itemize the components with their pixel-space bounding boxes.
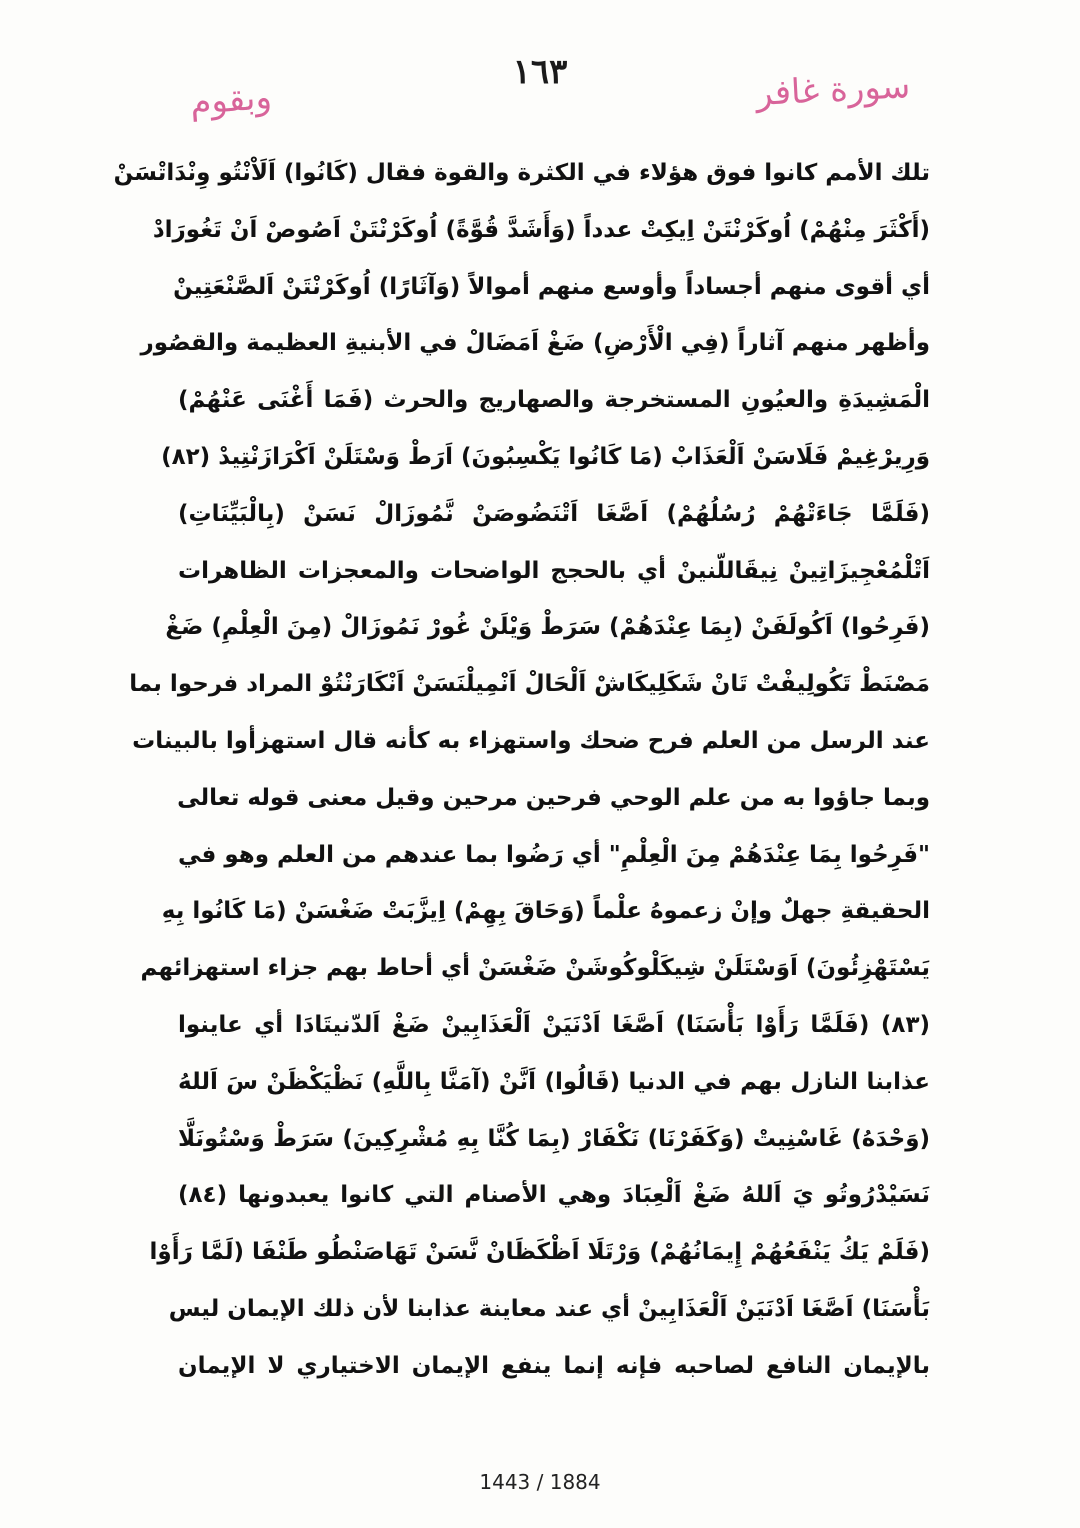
text-line: (فَلَمْ يَكُ يَنْفَعُهُمْ إِيمَانُهُمْ) وَرْتَلَا اَظْكَظَانْ نَّسَنْ تَهَاصَنْطُو طَنْفَا (لَمَّا رَأَوْا bbox=[149, 1239, 930, 1266]
page-number: ١٦٣ bbox=[512, 52, 568, 92]
text-line: (أَكْثَرَ مِنْهُمْ) اُوكَرْنْتَنْ اِيكِتْ عدداً (وَأَشَدَّ قُوَّةً) اُوكَرْنْتَنْ اَصُوصْ اَنْ تَغُورَادْ bbox=[152, 216, 930, 243]
text-line: وبما جاؤوا به من علم الوحي فرحين مرحين وقيل معنى قوله تعالى bbox=[177, 784, 930, 811]
page-indicator: 1443 / 1884 bbox=[479, 1470, 601, 1494]
handwritten-note-surah: سورة غافر bbox=[754, 65, 911, 115]
text-line: أي أقوى منهم أجساداً وأوسع منهم أموالاً (وَآثَارًا) اُوكَرْنْتَنْ اَلصَّنْعَتِينْ bbox=[173, 273, 930, 300]
text-line: الْمَشِيدَةِ والعيُونِ المستخرجة والصهاريج والحرث (فَمَا أَغْنَى عَنْهُمْ) bbox=[178, 387, 930, 414]
text-line: الحقيقةِ جهلٌ وإنْ زعموهُ علْماً (وَحَاقَ بِهِمْ) اِيزَّبَتْ ضَغْسَنْ (مَا كَانُوا بِهِ bbox=[161, 898, 930, 925]
text-line: تلك الأمم كانوا فوق هؤلاء في الكثرة والقوة فقال (كَانُوا) اَلَاْنْتُو وِنْدَاتْسَنْ bbox=[113, 160, 930, 186]
body-text bbox=[113, 145, 930, 1395]
text-line: بالإيمان النافع لصاحبه فإنه إنما ينفع الإيمان الاختياري لا الإيمان bbox=[178, 1352, 930, 1379]
text-line: مَصْنَطْ تَكُولِيفْتْ تَانْ شَكَلِيكَاشْ اَلْحَالْ اَنْمِيلْنَسَنْ اَنْكَارَنْتُوْ المراد فرحوا بما bbox=[129, 671, 930, 698]
text-line: عند الرسل من العلم فرح ضحك واستهزاء به كأنه قال استهزأوا بالبينات bbox=[132, 727, 930, 754]
text-line: (وَحْدَهُ) غَاسْنِيتْ (وَكَفَرْنَا) نَكْفَارْ (بِمَا كُنَّا بِهِ مُشْرِكِينَ) سَرَطْ وَسْتُونَلَّا bbox=[178, 1125, 930, 1152]
handwritten-note-wabiqawm: وبقوم bbox=[188, 77, 273, 123]
text-line: "فَرِحُوا بِمَا عِنْدَهُمْ مِنَ الْعِلْمِ" أي رَضُوا بما عندهم من العلم وهو في bbox=[178, 841, 930, 868]
text-line: اَتْلْمُعْجِيزَاتِينْ نِيقَاللّنينْ أي بالحجج الواضحات والمعجزات الظاهرات bbox=[178, 557, 930, 584]
text-line: (فَرِحُوا) اَكُولَفَنْ (بِمَا عِنْدَهُمْ) سَرَطْ وَيْلَنْ غُورْ نَمُوزَالْ (مِنَ الْعِلْمِ) ضَغْ bbox=[165, 614, 930, 641]
text-line: (فَلَمَّا جَاءَتْهُمْ رُسُلُهُمْ) اَصَّغَا اَتْنَضُوصَنْ نَّمُوزَالْ نَسَنْ (بِالْبَيِّنَاتِ) bbox=[178, 500, 930, 527]
text-line: وَرِيرْغِيمْ فَلَاسَنْ اَلْعَذَابْ (مَا كَانُوا يَكْسِبُونَ) اَرَطْ وَسْتَلَنْ اَكْرَازَنْتِيدْ (٨٢) bbox=[161, 443, 930, 470]
text-line: يَسْتَهْزِئُونَ) اَوَسْتَلَنْ شِيكَلْوكُوشَنْ ضَغْسَنْ أي أحاط بهم جزاء استهزائهم bbox=[140, 955, 930, 982]
text-line: (٨٣) (فَلَمَّا رَأَوْا بَأْسَنَا) اَصَّغَا اَدْنَيَنْ اَلْعَذَابِينْ ضَغْ اَلدّنيتَادَا أي عاينوا bbox=[178, 1011, 930, 1038]
text-line: عذابنا النازل بهم في الدنيا (قَالُوا) اَنَّنْ (آمَنَّا بِاللَّهِ) نَظْيَكْظَنْ سَ اَللهُ bbox=[178, 1068, 930, 1095]
text-line: بَأْسَنَا) اَصَّغَا اَدْنَيَنْ اَلْعَذَابِينْ أي عند معاينة عذابنا لأن ذلك الإيمان ليس bbox=[168, 1295, 930, 1322]
text-line: وأظهر منهم آثاراً (فِي الْأَرْضِ) ضَغْ اَمَضَالْ في الأبنيةِ العظيمة والقصُور bbox=[140, 330, 930, 357]
text-line: نَسَيْدْرُوتُو يَ اَللهُ ضَغْ اَلْعِبَادَ وهي الأصنام التي كانوا يعبدونها (٨٤) bbox=[178, 1182, 930, 1209]
